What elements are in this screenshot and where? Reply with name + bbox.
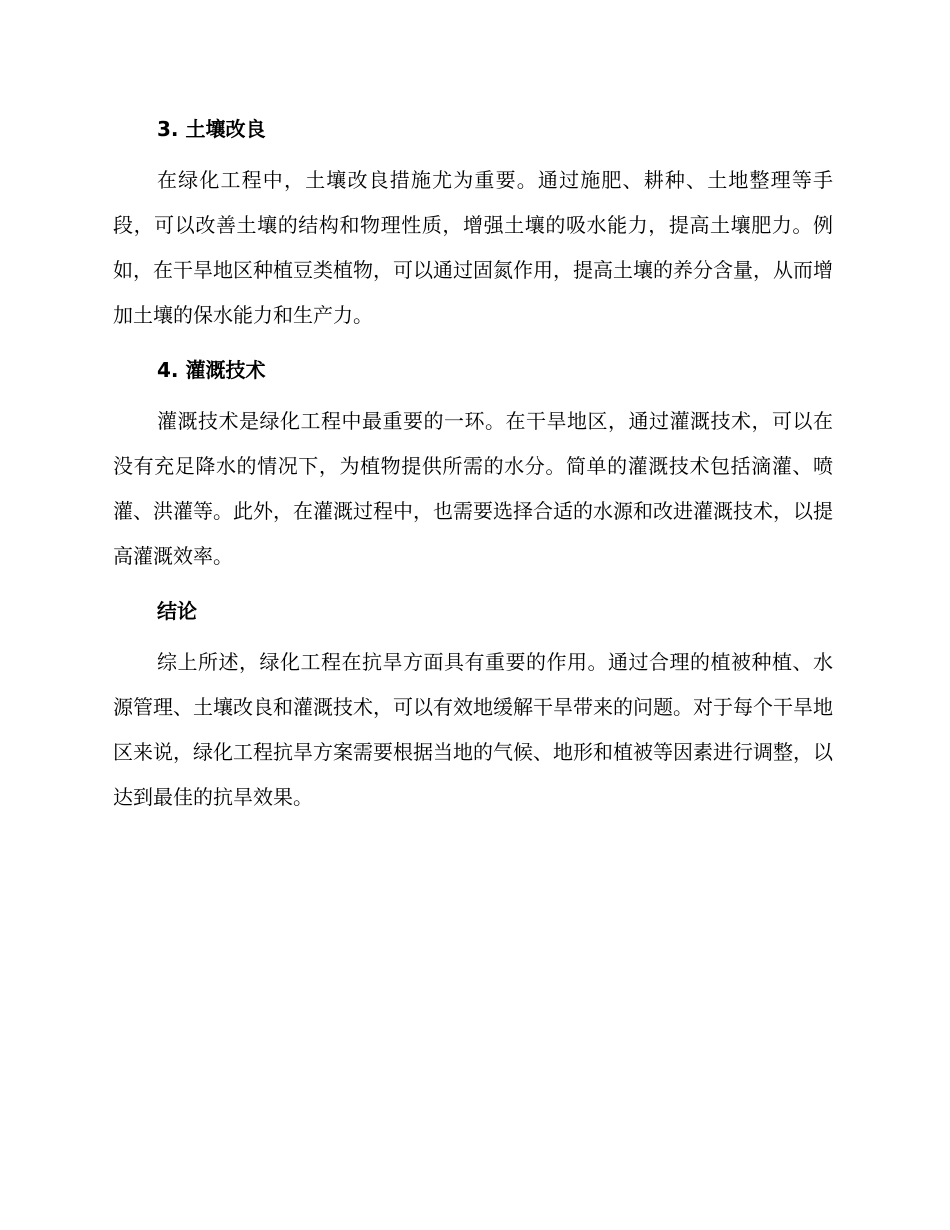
section-body-conclusion: 综上所述，绿化工程在抗旱方面具有重要的作用。通过合理的植被种植、水源管理、土壤改良和灌溉技术，可以有效地缓解干旱带来的问题。对于每个干旱地区来说，绿化工程抗旱方案需要根据当地的气候、地形和植被等因素进行调整，以达到最佳的抗旱效果。 [113, 650, 833, 809]
document-content [113, 112, 833, 835]
section-body-irrigation: 灌溉技术是绿化工程中最重要的一环。在干旱地区，通过灌溉技术，可以在没有充足降水的情况下，为植物提供所需的水分。简单的灌溉技术包括滴灌、喷灌、洪灌等。此外，在灌溉过程中，也需要选择合适的水源和改进灌溉技术，以提高灌溉效率。 [113, 409, 833, 568]
section-heading-conclusion: 结论 [157, 599, 197, 623]
section-body-soil-improvement: 在绿化工程中，土壤改良措施尤为重要。通过施肥、耕种、土地整理等手段，可以改善土壤的结构和物理性质，增强土壤的吸水能力，提高土壤肥力。例如，在干旱地区种植豆类植物，可以通过固氮作用，提高土壤的养分含量，从而增加土壤的保水能力和生产力。 [113, 168, 833, 327]
section-heading-soil-improvement: 3. 土壤改良 [157, 117, 266, 141]
section-heading-irrigation: 4. 灌溉技术 [157, 358, 266, 382]
